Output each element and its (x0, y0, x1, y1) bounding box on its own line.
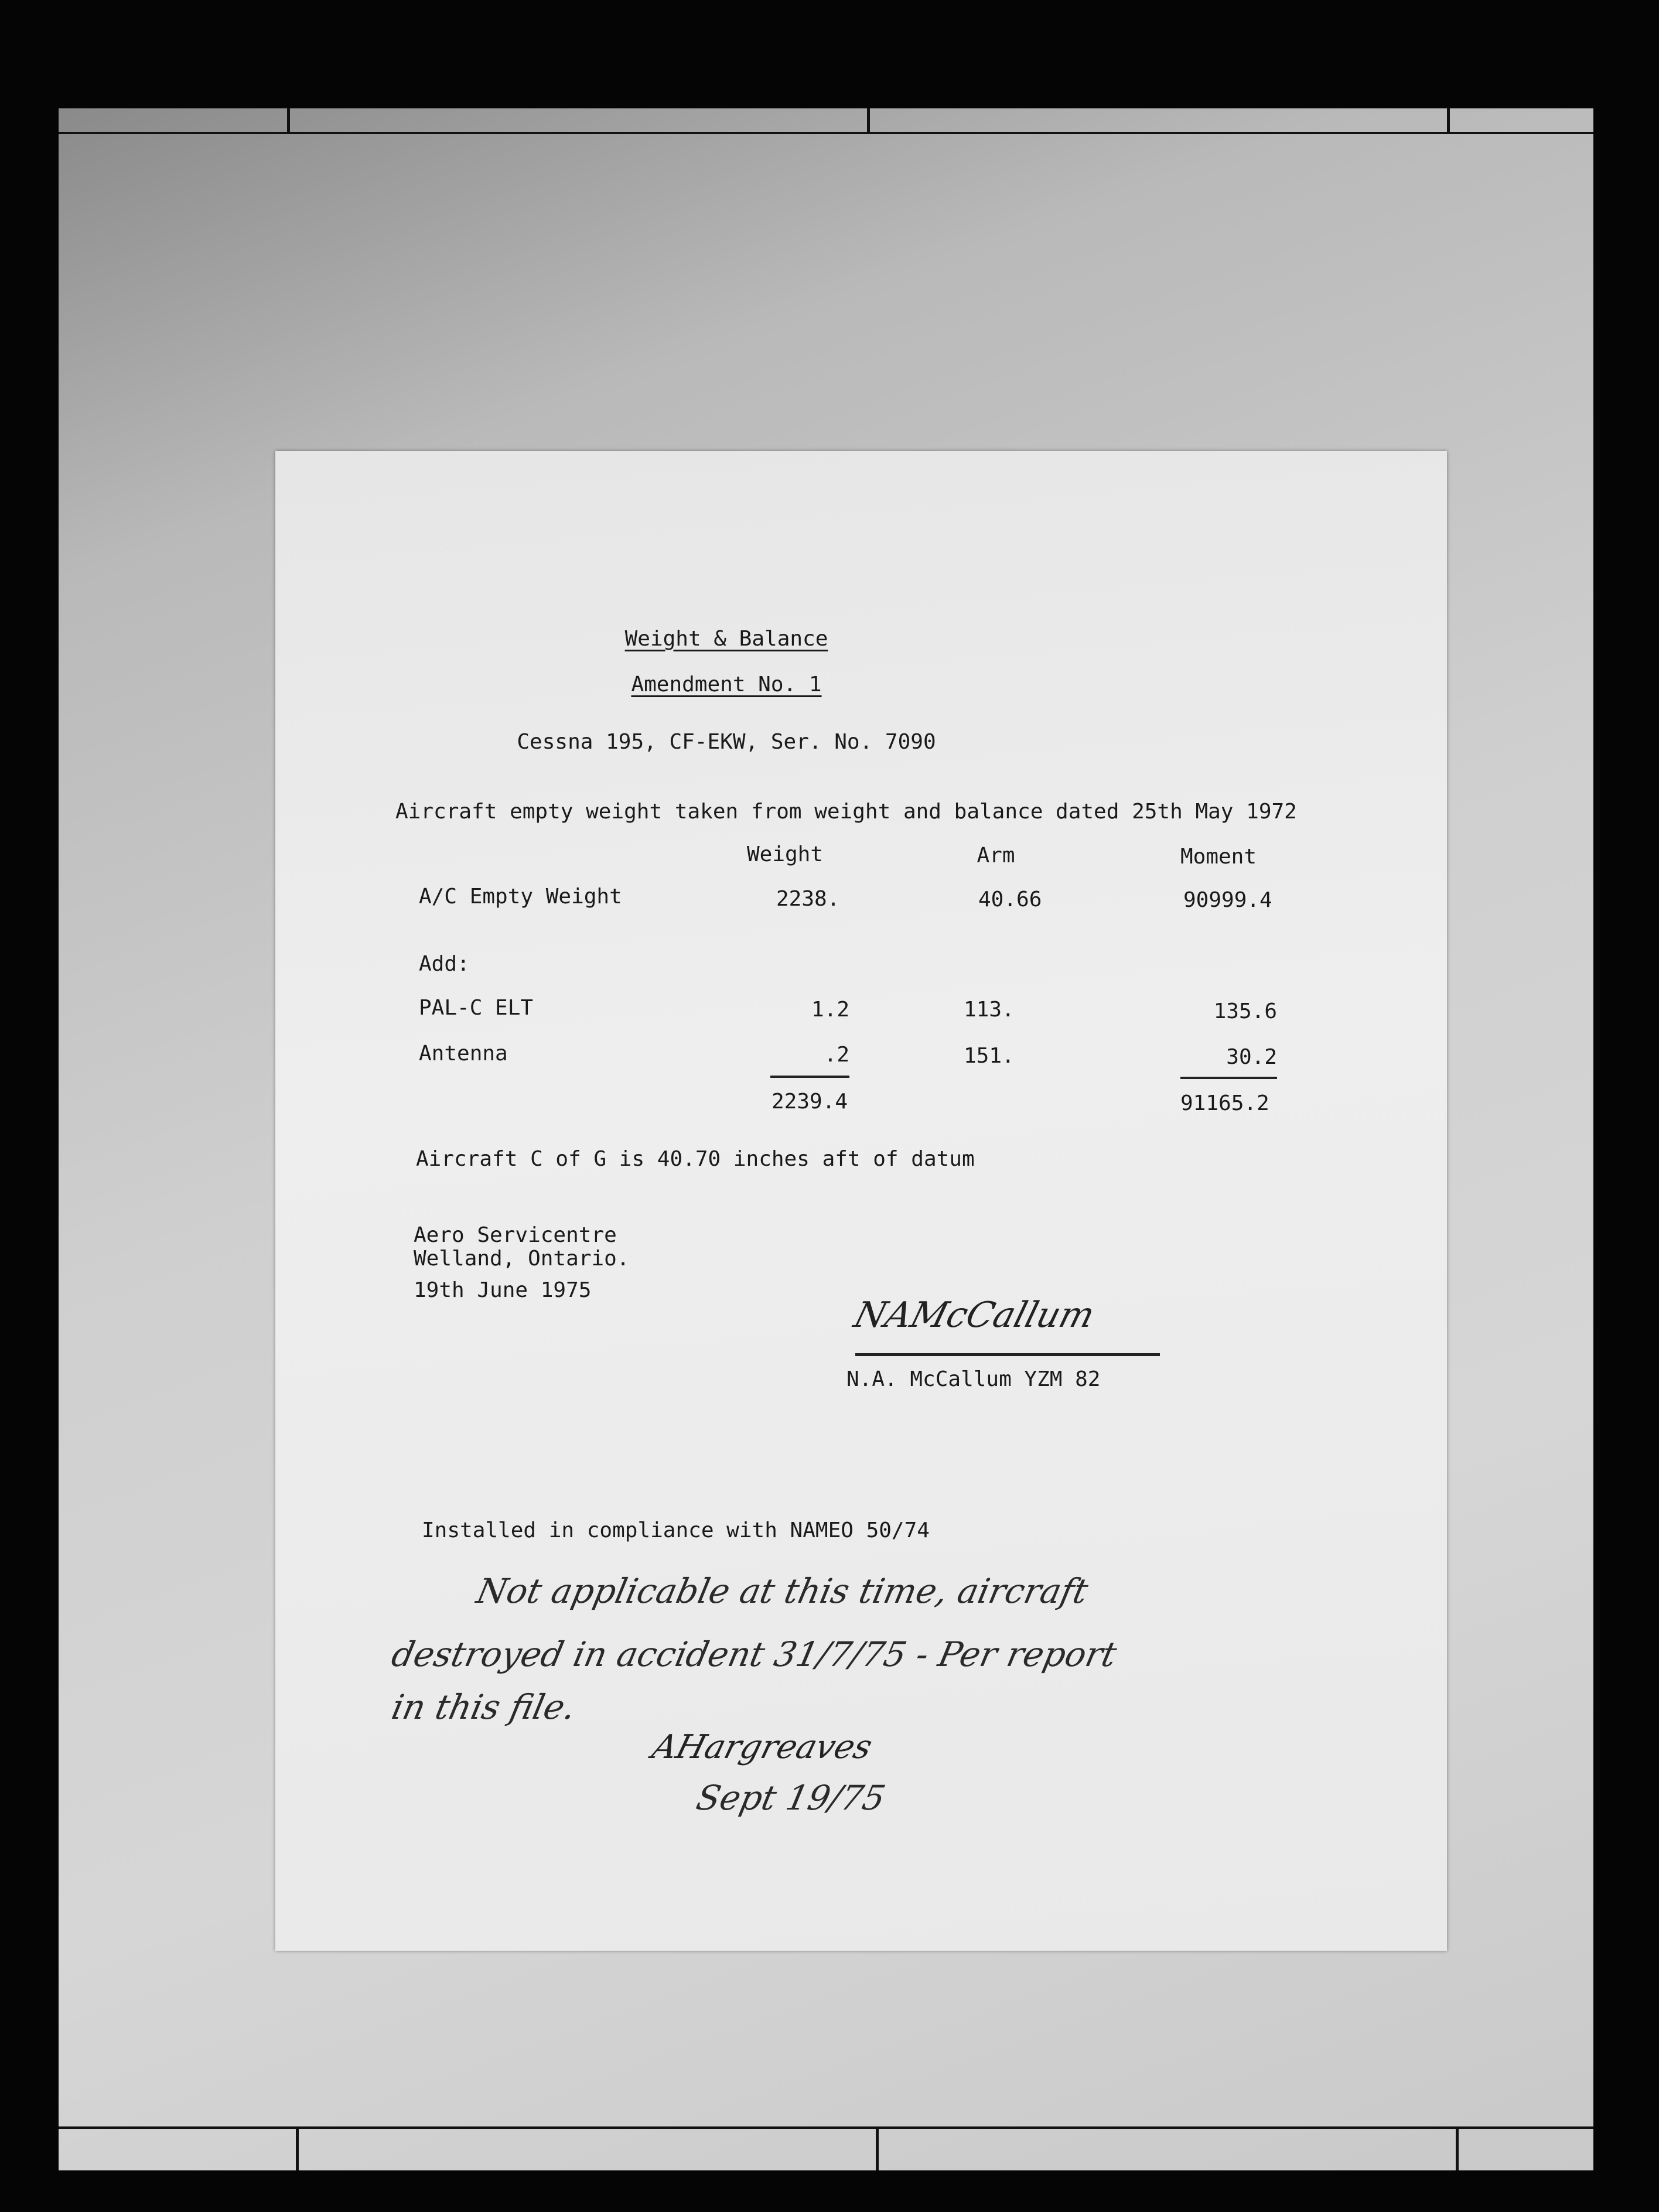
handwritten-date: Sept 19/75 (692, 1778, 889, 1818)
moment-sum-rule (1180, 1077, 1277, 1079)
document-date: 19th June 1975 (414, 1278, 592, 1302)
add-row-label: Antenna (419, 1042, 508, 1066)
total-moment: 91165.2 (1180, 1091, 1269, 1115)
frame-divider-bottom (59, 2126, 1593, 2129)
add-row-arm: 113. (964, 998, 1015, 1022)
compliance-statement: Installed in compliance with NAMEO 50/74 (422, 1518, 930, 1542)
frame-tick-bottom-left (296, 2126, 299, 2170)
handwritten-note-line1: Not applicable at this time, aircraft (473, 1571, 1092, 1611)
signature-rule (855, 1353, 1160, 1356)
frame-tick-top-mid (867, 108, 870, 134)
empty-moment-value: 90999.4 (1183, 888, 1272, 912)
amendment-number: Amendment No. 1 (631, 673, 822, 697)
handwritten-note-line3: in this file. (388, 1687, 579, 1727)
weight-sum-rule (770, 1076, 849, 1078)
company-location: Welland, Ontario. (414, 1247, 630, 1271)
total-weight: 2239.4 (772, 1090, 848, 1114)
intro-line: Aircraft empty weight taken from weight and balance dated 25th May 1972 (395, 800, 1297, 824)
column-header-moment: Moment (1180, 845, 1257, 869)
signature-mccallum: NAMcCallum (849, 1295, 1099, 1336)
frame-tick-bottom-mid (876, 2126, 879, 2170)
frame-tick-bottom-right (1456, 2126, 1459, 2170)
document-title: Weight & Balance (624, 627, 828, 651)
add-row-weight: 1.2 (811, 998, 849, 1022)
column-header-arm: Arm (977, 844, 1015, 868)
frame-tick-top-left (287, 108, 290, 134)
document-sheet (275, 451, 1447, 1951)
empty-arm-value: 40.66 (978, 887, 1042, 912)
add-row-label: PAL-C ELT (419, 996, 534, 1020)
company-name: Aero Servicentre (414, 1223, 617, 1247)
handwritten-signature: AHargreaves (648, 1728, 876, 1766)
add-row-arm: 151. (964, 1044, 1015, 1068)
handwritten-note-line2: destroyed in accident 31/7/75 - Per report (388, 1634, 1121, 1674)
aircraft-identification: Cessna 195, CF-EKW, Ser. No. 7090 (517, 730, 936, 754)
add-row-moment: 30.2 (1226, 1045, 1277, 1069)
signatory-name: N.A. McCallum YZM 82 (846, 1367, 1101, 1391)
cg-statement: Aircraft C of G is 40.70 inches aft of datum (416, 1147, 975, 1171)
empty-weight-value: 2238. (776, 887, 840, 911)
empty-weight-label: A/C Empty Weight (419, 885, 622, 909)
frame-tick-top-right (1447, 108, 1450, 134)
add-row-moment: 135.6 (1213, 999, 1277, 1023)
add-label: Add: (419, 952, 470, 976)
column-header-weight: Weight (746, 842, 824, 866)
add-row-weight: .2 (824, 1043, 849, 1067)
